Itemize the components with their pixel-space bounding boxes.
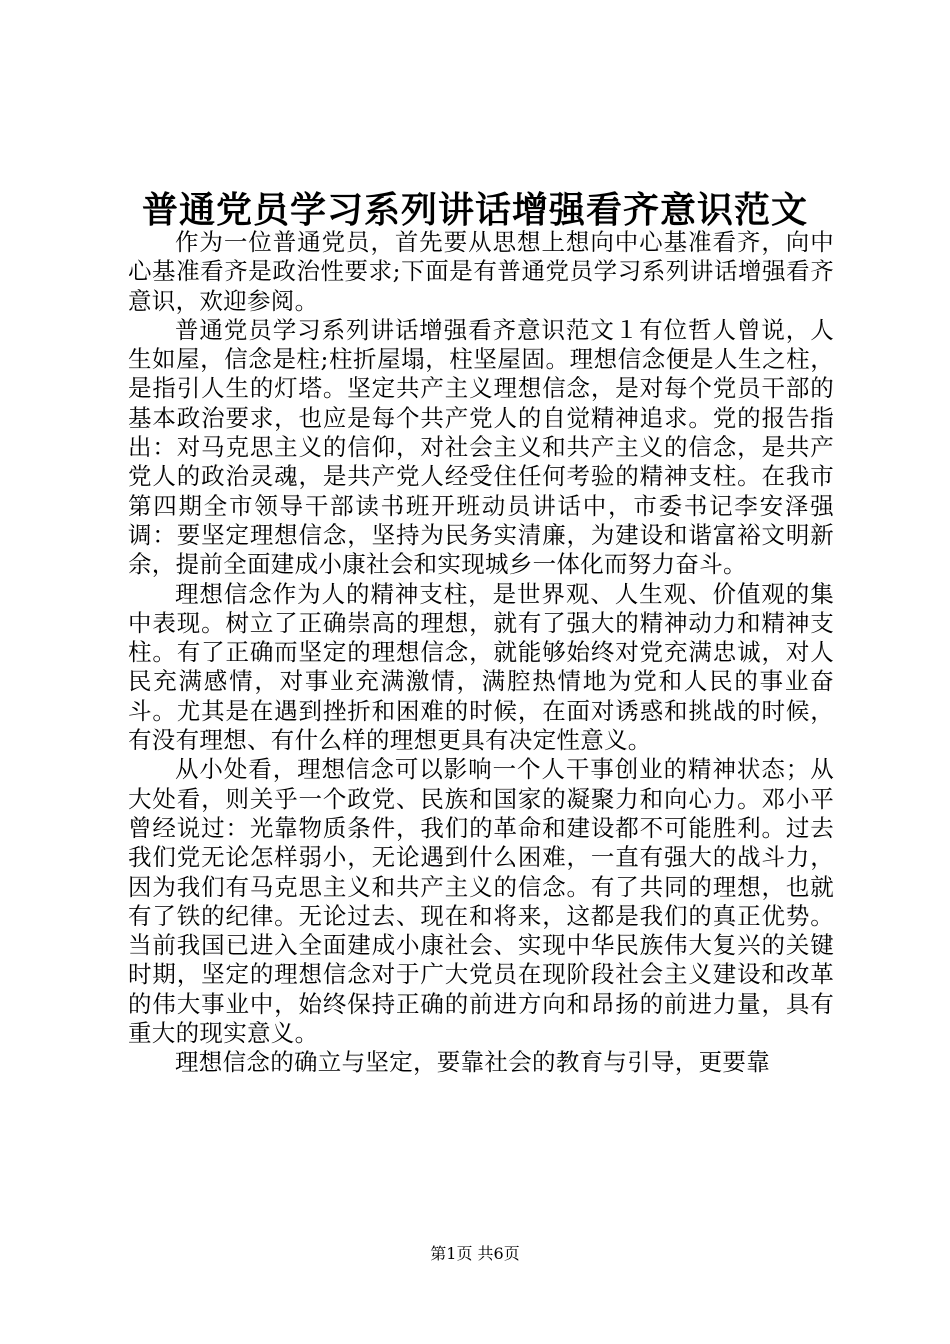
paragraph-1: 普通党员学习系列讲话增强看齐意识范文１有位哲人曾说，人生如屋，信念是柱;柱折屋塌，柱坚屋固。理想信念便是人生之柱，是指引人生的灯塔。坚定共产主义理想信念，是对每个党员干部的基本政治要求，也应是每个共产党人的自觉精神追求。党的报告指出：对马克思主义的信仰，对社会主义和共产主义的信念，是共产党人的政治灵魂，是共产党人经受住任何考验的精神支柱。在我市第四期全市领导干部读书班开班动员讲话中，市委书记李安泽强调：要坚定理想信念，坚持为民务实清廉，为建设和谐富裕文明新余，提前全面建成小康社会和实现城乡一体化而努力奋斗。 [128,315,834,579]
paragraph-4: 理想信念的确立与坚定，要靠社会的教育与引导，更要靠 [175,1048,770,1077]
document-body [128,228,834,1078]
paragraph-intro: 作为一位普通党员，首先要从思想上想向中心基准看齐，向中心基准看齐是政治性要求;下面是有普通党员学习系列讲话增强看齐意识，欢迎参阅。 [128,228,834,315]
paragraph-2: 理想信念作为人的精神支柱，是世界观、人生观、价值观的集中表现。树立了正确崇高的理想，就有了强大的精神动力和精神支柱。有了正确而坚定的理想信念，就能够始终对党充满忠诚，对人民充满感情，对事业充满激情，满腔热情地为党和人民的事业奋斗。尤其是在遇到挫折和困难的时候，在面对诱惑和挑战的时候，有没有理想、有什么样的理想更具有决定性意义。 [128,579,834,755]
document-title: 普通党员学习系列讲话增强看齐意识范文 [141,189,808,231]
paragraph-3: 从小处看，理想信念可以影响一个人干事创业的精神状态；从大处看，则关乎一个政党、民族和国家的凝聚力和向心力。邓小平曾经说过：光靠物质条件，我们的革命和建设都不可能胜利。过去我们党无论怎样弱小，无论遇到什么困难，一直有强大的战斗力，因为我们有马克思主义和共产主义的信念。有了共同的理想，也就有了铁的纪律。无论过去、现在和将来，这都是我们的真正优势。当前我国已进入全面建成小康社会、实现中华民族伟大复兴的关键时期，坚定的理想信念对于广大党员在现阶段社会主义建设和改革的伟大事业中，始终保持正确的前进方向和昂扬的前进力量，具有重大的现实意义。 [128,755,834,1048]
page-footer: 第1页 共6页 [430,1244,520,1263]
